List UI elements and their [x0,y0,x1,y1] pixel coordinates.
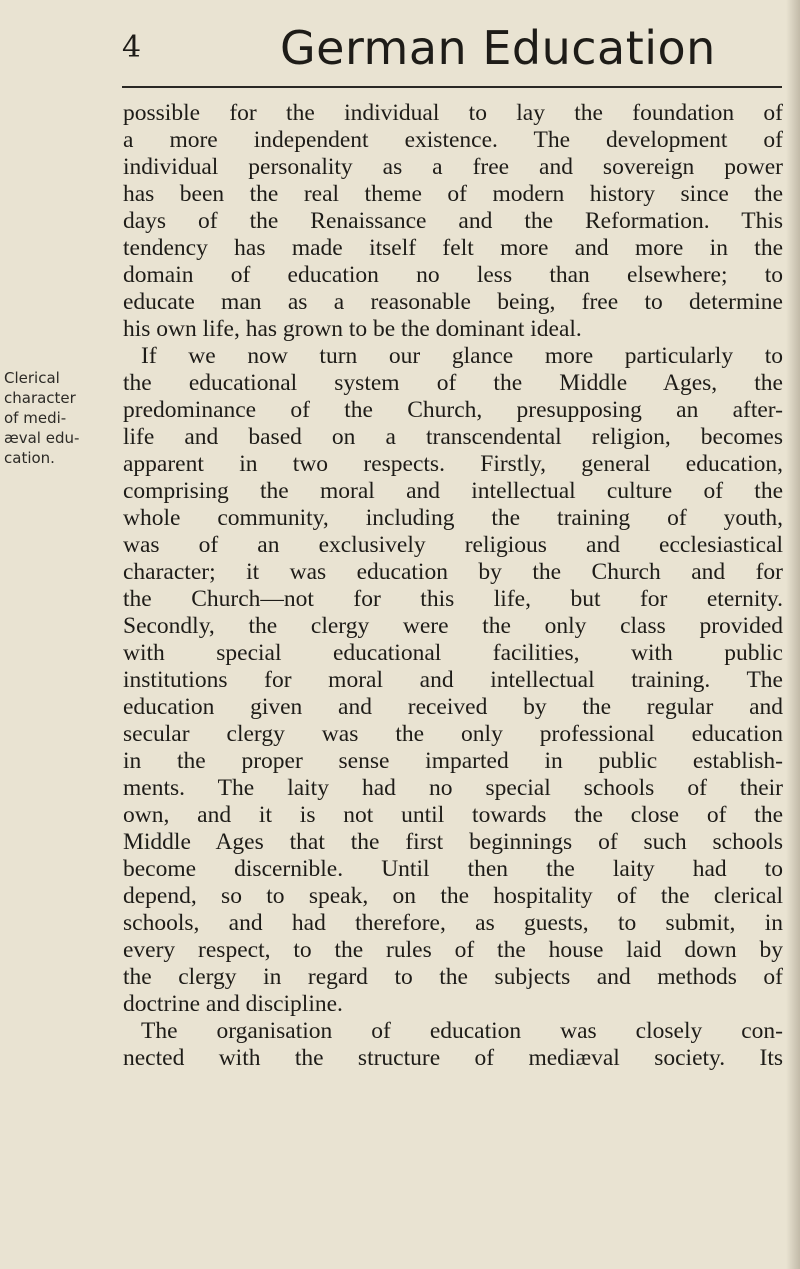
text-line: apparent in two respects. Firstly, general education, [123,451,783,477]
text-line: days of the Renaissance and the Reformation. This [123,208,783,234]
text-line: nected with the structure of mediæval society. Its [123,1045,783,1071]
text-line: the Church—not for this life, but for eternity. [123,586,783,612]
marginal-note-line: æval edu- [4,429,80,447]
text-line: schools, and had therefore, as guests, to submit, in [123,910,783,936]
text-line: life and based on a transcendental religion, becomes [123,424,783,450]
text-line: The organisation of education was closely con- [141,1018,783,1044]
text-line: the clergy in regard to the subjects and methods of [123,964,783,990]
text-line: educate man as a reasonable being, free to determine [123,289,783,315]
marginal-note-line: cation. [4,449,55,467]
marginal-note-line: Clerical [4,369,60,387]
running-head [122,18,782,78]
text-line: education given and received by the regular and [123,694,783,720]
text-line: own, and it is not until towards the close of the [123,802,783,828]
text-line: has been the real theme of modern history since the [123,181,783,207]
text-line: a more independent existence. The development of [123,127,783,153]
marginal-note-line: character [4,389,76,407]
text-line: Middle Ages that the first beginnings of such schools [123,829,783,855]
text-line: his own life, has grown to be the dominant ideal. [123,316,582,342]
header-rule [122,86,782,88]
text-line: every respect, to the rules of the house laid down by [123,937,783,963]
page-edge-shadow [786,0,800,1269]
body-text [123,100,783,1072]
marginal-note [4,368,114,468]
text-line: predominance of the Church, presupposing an after- [123,397,783,423]
text-line: ments. The laity had no special schools of their [123,775,783,801]
text-line: character; it was education by the Church and for [123,559,783,585]
running-title: German Education [280,21,716,75]
text-line: institutions for moral and intellectual training. The [123,667,783,693]
text-line: was of an exclusively religious and ecclesiastical [123,532,783,558]
text-line: in the proper sense imparted in public establish- [123,748,783,774]
text-line: become discernible. Until then the laity had to [123,856,783,882]
text-line: secular clergy was the only professional education [123,721,783,747]
text-line: comprising the moral and intellectual culture of the [123,478,783,504]
text-line: domain of education no less than elsewhere; to [123,262,783,288]
text-line: individual personality as a free and sovereign power [123,154,783,180]
text-line: doctrine and discipline. [123,991,343,1017]
marginal-note-line: of medi- [4,409,67,427]
text-line: Secondly, the clergy were the only class provided [123,613,783,639]
text-line: depend, so to speak, on the hospitality of the clerical [123,883,783,909]
text-line: the educational system of the Middle Ages, the [123,370,783,396]
text-line: whole community, including the training of youth, [123,505,783,531]
text-line: with special educational facilities, with public [123,640,783,666]
text-line: If we now turn our glance more particularly to [141,343,783,369]
page-number: 4 [122,30,142,65]
text-line: possible for the individual to lay the foundation of [123,100,783,126]
text-line: tendency has made itself felt more and more in the [123,235,783,261]
